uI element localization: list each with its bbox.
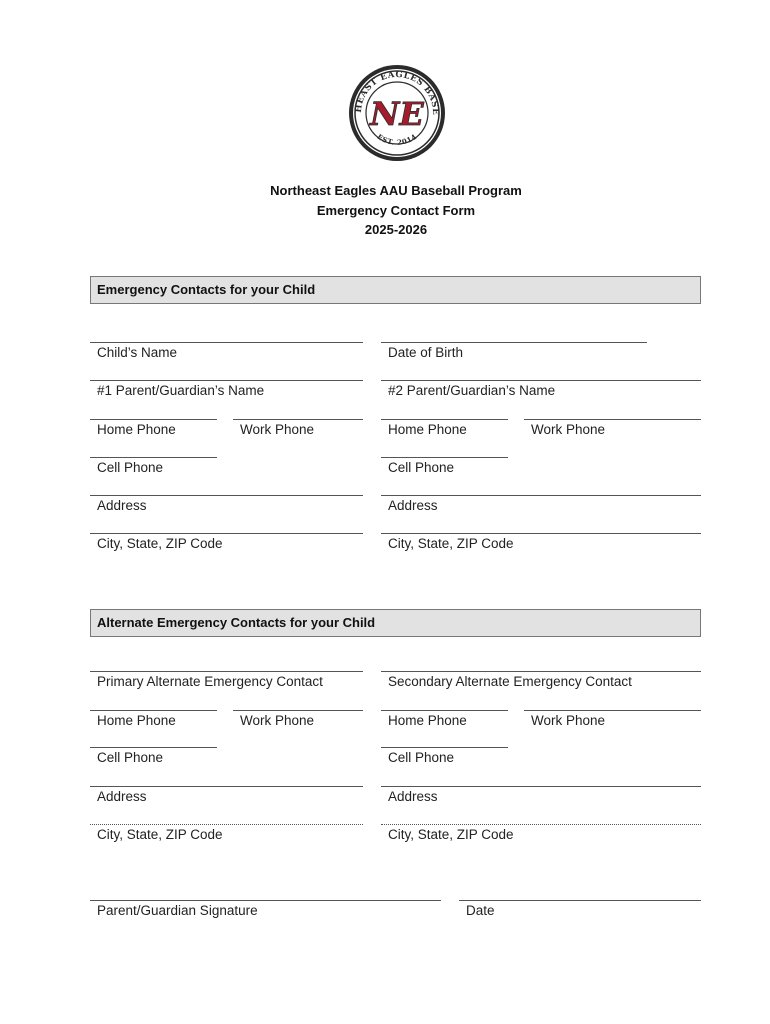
a2-cell-phone-label: Cell Phone bbox=[388, 750, 455, 765]
a1-home-phone-label: Home Phone bbox=[97, 713, 176, 728]
child-name-line[interactable] bbox=[90, 342, 363, 343]
a2-home-phone-label: Home Phone bbox=[388, 713, 467, 728]
a2-work-phone-label: Work Phone bbox=[531, 713, 606, 728]
p1-address-label: Address bbox=[97, 498, 147, 513]
p2-home-phone-line[interactable] bbox=[381, 419, 508, 420]
p1-city-line[interactable] bbox=[90, 533, 363, 534]
signature-date-line[interactable] bbox=[459, 900, 701, 901]
dob-label: Date of Birth bbox=[388, 345, 464, 360]
a2-address-line[interactable] bbox=[381, 786, 701, 787]
primary-alternate-line[interactable] bbox=[90, 671, 363, 672]
a2-cell-phone-line[interactable] bbox=[381, 747, 508, 748]
a2-home-phone-line[interactable] bbox=[381, 710, 508, 711]
parent1-name-line[interactable] bbox=[90, 380, 363, 381]
a1-address-label: Address bbox=[97, 789, 147, 804]
signature-label: Parent/Guardian Signature bbox=[97, 903, 258, 918]
parent2-name-line[interactable] bbox=[381, 380, 701, 381]
a1-city-line[interactable] bbox=[90, 824, 363, 825]
a2-work-phone-line[interactable] bbox=[524, 710, 701, 711]
p1-home-phone-label: Home Phone bbox=[97, 422, 176, 437]
p2-address-label: Address bbox=[388, 498, 438, 513]
signature-line[interactable] bbox=[90, 900, 441, 901]
a2-city-label: City, State, ZIP Code bbox=[388, 827, 514, 842]
a1-address-line[interactable] bbox=[90, 786, 363, 787]
primary-alternate-label: Primary Alternate Emergency Contact bbox=[97, 674, 323, 689]
p1-address-line[interactable] bbox=[90, 495, 363, 496]
secondary-alternate-label: Secondary Alternate Emergency Contact bbox=[388, 674, 632, 689]
parent2-name-label: #2 Parent/Guardian’s Name bbox=[388, 383, 556, 398]
p2-city-label: City, State, ZIP Code bbox=[388, 536, 514, 551]
p1-work-phone-line[interactable] bbox=[233, 419, 363, 420]
a1-work-phone-label: Work Phone bbox=[240, 713, 315, 728]
program-title: Northeast Eagles AAU Baseball Program bbox=[270, 183, 522, 198]
form-title: Emergency Contact Form bbox=[316, 203, 476, 218]
p2-cell-phone-label: Cell Phone bbox=[388, 460, 455, 475]
a2-address-label: Address bbox=[388, 789, 438, 804]
p2-home-phone-label: Home Phone bbox=[388, 422, 467, 437]
svg-text:EST. 2014: EST. 2014 bbox=[375, 131, 419, 147]
p2-city-line[interactable] bbox=[381, 533, 701, 534]
season-label: 2025-2026 bbox=[364, 222, 428, 237]
p2-work-phone-label: Work Phone bbox=[531, 422, 606, 437]
a1-home-phone-line[interactable] bbox=[90, 710, 217, 711]
dob-line[interactable] bbox=[381, 342, 647, 343]
child-name-label: Child’s Name bbox=[97, 345, 178, 360]
p1-work-phone-label: Work Phone bbox=[240, 422, 315, 437]
p1-cell-phone-label: Cell Phone bbox=[97, 460, 164, 475]
p1-city-label: City, State, ZIP Code bbox=[97, 536, 223, 551]
section-alternate-contacts-header: Alternate Emergency Contacts for your Child bbox=[90, 609, 701, 637]
a2-city-line[interactable] bbox=[381, 824, 701, 825]
a1-cell-phone-line[interactable] bbox=[90, 747, 217, 748]
p1-cell-phone-line[interactable] bbox=[90, 457, 217, 458]
signature-date-label: Date bbox=[466, 903, 495, 918]
p2-work-phone-line[interactable] bbox=[524, 419, 701, 420]
a1-work-phone-line[interactable] bbox=[233, 710, 363, 711]
parent1-name-label: #1 Parent/Guardian’s Name bbox=[97, 383, 265, 398]
p1-home-phone-line[interactable] bbox=[90, 419, 217, 420]
p2-cell-phone-line[interactable] bbox=[381, 457, 508, 458]
a1-city-label: City, State, ZIP Code bbox=[97, 827, 223, 842]
logo-seal-icon bbox=[348, 64, 446, 162]
svg-text:NORTHEAST EAGLES BASEBALL: HEAST EAGLES BASE bbox=[353, 69, 441, 116]
secondary-alternate-line[interactable] bbox=[381, 671, 701, 672]
svg-text:NE: NE bbox=[370, 95, 424, 133]
a1-cell-phone-label: Cell Phone bbox=[97, 750, 164, 765]
northeast-eagles-logo bbox=[348, 64, 446, 162]
p2-address-line[interactable] bbox=[381, 495, 701, 496]
section-emergency-contacts-header: Emergency Contacts for your Child bbox=[90, 276, 701, 304]
